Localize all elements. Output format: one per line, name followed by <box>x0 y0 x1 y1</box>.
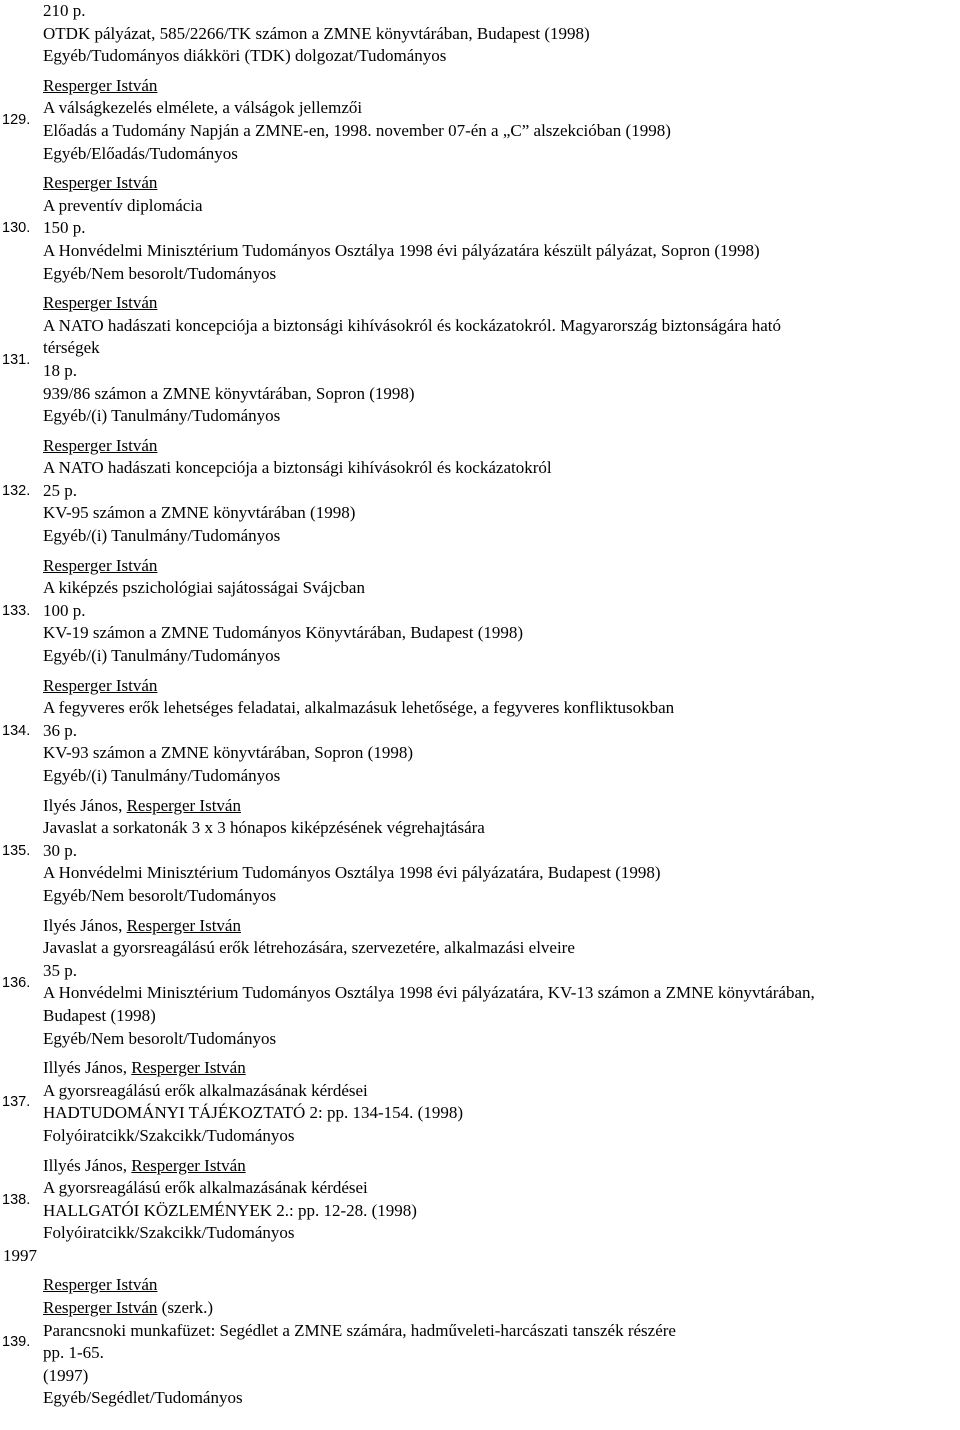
pages: 36 p. <box>43 720 77 740</box>
author-link[interactable]: Resperger István <box>43 75 158 95</box>
editor-suffix: (szerk.) <box>157 1298 214 1318</box>
author-link[interactable]: Resperger István <box>43 173 158 193</box>
entry-number: 139. <box>2 1334 31 1351</box>
source: KV-95 számon a ZMNE könyvtárában (1998) <box>43 503 356 523</box>
category: Egyéb/(i) Tanulmány/Tudományos <box>43 766 281 785</box>
category: Egyéb/Nem besorolt/Tudományos <box>43 1028 277 1048</box>
entry-number: 133. <box>2 602 31 619</box>
category: Folyóiratcikk/Szakcikk/Tudományos <box>43 1223 295 1243</box>
entry-number: 135. <box>2 842 31 859</box>
category: Egyéb/(i) Tanulmány/Tudományos <box>43 646 281 666</box>
author-link[interactable]: Resperger István <box>43 675 158 695</box>
pages: 35 p. <box>43 960 77 980</box>
coauthor: Illyés János, <box>43 1155 132 1175</box>
author-link[interactable]: Resperger István <box>43 555 158 575</box>
category: Egyéb/Előadás/Tudományos <box>43 143 238 163</box>
entry-138 <box>0 1155 960 1245</box>
title: A kiképzés pszichológiai sajátosságai Svájcban <box>43 578 365 598</box>
author-link[interactable]: Resperger István <box>43 293 158 313</box>
source: 939/86 számon a ZMNE könyvtárában, Sopron (1998) <box>43 383 415 403</box>
entry-number: 137. <box>2 1094 31 1111</box>
title: Javaslat a sorkatonák 3 x 3 hónapos kiképzésének végrehajtására <box>43 818 485 838</box>
entry-number: 129. <box>2 111 31 128</box>
author-link[interactable]: Resperger István <box>126 795 241 815</box>
source: A Honvédelmi Minisztérium Tudományos Osztálya 1998 évi pályázatára készült pályázat, Sopron (1998) <box>43 240 760 260</box>
entry-number: 131. <box>2 352 31 369</box>
title: A fegyveres erők lehetséges feladatai, alkalmazásuk lehetősége, a fegyveres konfliktusokban <box>43 698 675 718</box>
author-link[interactable]: Resperger István <box>43 435 158 455</box>
year: (1997) <box>43 1365 89 1385</box>
entry-133 <box>0 555 960 668</box>
entry-137 <box>0 1057 960 1147</box>
title: A preventív diplomácia <box>43 195 203 215</box>
title-line-1: A NATO hadászati koncepciója a biztonsági kihívásokról és kockázatokról. Magyarország biztonságára ható <box>43 315 782 335</box>
coauthor: Ilyés János, <box>43 795 127 815</box>
source: Előadás a Tudomány Napján a ZMNE-en, 1998. november 07-én a „C” alszekcióban (1998) <box>43 120 671 140</box>
entry-139 <box>0 1274 960 1410</box>
category: Egyéb/Nem besorolt/Tudományos <box>43 885 277 905</box>
source: OTDK pályázat, 585/2266/TK számon a ZMNE könyvtárában, Budapest (1998) <box>43 23 590 43</box>
entry-number: 134. <box>2 722 31 739</box>
category: Egyéb/(i) Tanulmány/Tudományos <box>43 406 281 426</box>
editor-link[interactable]: Resperger István <box>43 1298 158 1318</box>
category: Folyóiratcikk/Szakcikk/Tudományos <box>43 1125 295 1145</box>
entry-132 <box>0 435 960 548</box>
entry-134 <box>0 675 960 788</box>
author-link[interactable]: Resperger István <box>43 1275 158 1295</box>
title-line-2: térségek <box>43 338 100 358</box>
entry-136 <box>0 915 960 1051</box>
author-link[interactable]: Resperger István <box>131 1155 246 1175</box>
source: KV-19 számon a ZMNE Tudományos Könyvtárában, Budapest (1998) <box>43 623 524 643</box>
source-line-1: A Honvédelmi Minisztérium Tudományos Osztálya 1998 évi pályázatára, KV-13 számon a ZMNE könyvtárában, <box>43 983 815 1003</box>
year-heading: 1997 <box>3 1245 37 1265</box>
author-link[interactable]: Resperger István <box>131 1058 246 1078</box>
title: A gyorsreagálású erők alkalmazásának kérdései <box>43 1080 368 1100</box>
pages: 30 p. <box>43 840 77 860</box>
title: A válságkezelés elmélete, a válságok jellemzői <box>43 98 363 118</box>
entry-129 <box>0 75 960 165</box>
coauthor: Ilyés János, <box>43 915 127 935</box>
entry-135 <box>0 795 960 908</box>
category: Egyéb/(i) Tanulmány/Tudományos <box>43 526 281 546</box>
source: HADTUDOMÁNYI TÁJÉKOZTATÓ 2: pp. 134-154. (1998) <box>43 1103 463 1123</box>
category: Egyéb/Segédlet/Tudományos <box>43 1388 243 1408</box>
category: Egyéb/Tudományos diákköri (TDK) dolgozat/Tudományos <box>43 46 447 66</box>
entry-number: 138. <box>2 1191 31 1208</box>
entry-number: 132. <box>2 482 31 499</box>
entry-number: 130. <box>2 220 31 237</box>
title: A gyorsreagálású erők alkalmazásának kérdései <box>43 1178 368 1198</box>
pages: 18 p. <box>43 360 77 380</box>
entry-131 <box>0 292 960 428</box>
pages: pp. 1-65. <box>43 1343 104 1363</box>
pages: 150 p. <box>43 218 86 238</box>
pages: 100 p. <box>43 600 86 620</box>
title: A NATO hadászati koncepciója a biztonsági kihívásokról és kockázatokról <box>43 458 552 478</box>
year-heading-row <box>0 1245 960 1268</box>
pages: 25 p. <box>43 480 77 500</box>
pages: 210 p. <box>43 1 86 20</box>
source: HALLGATÓI KÖZLEMÉNYEK 2.: pp. 12-28. (1998) <box>43 1200 417 1220</box>
entry-130 <box>0 172 960 285</box>
source: A Honvédelmi Minisztérium Tudományos Osztálya 1998 évi pályázatára, Budapest (1998) <box>43 863 661 883</box>
entry-number: 136. <box>2 974 31 991</box>
category: Egyéb/Nem besorolt/Tudományos <box>43 263 277 283</box>
author-link[interactable]: Resperger István <box>126 915 241 935</box>
coauthor: Illyés János, <box>43 1058 132 1078</box>
source: KV-93 számon a ZMNE könyvtárában, Sopron (1998) <box>43 743 413 763</box>
title: Parancsnoki munkafüzet: Segédlet a ZMNE számára, hadműveleti-harcászati tanszék részére <box>43 1320 676 1340</box>
source-line-2: Budapest (1998) <box>43 1005 156 1025</box>
entry-128-continuation <box>0 0 960 68</box>
title: Javaslat a gyorsreagálású erők létrehozására, szervezetére, alkalmazási elveire <box>43 938 575 958</box>
